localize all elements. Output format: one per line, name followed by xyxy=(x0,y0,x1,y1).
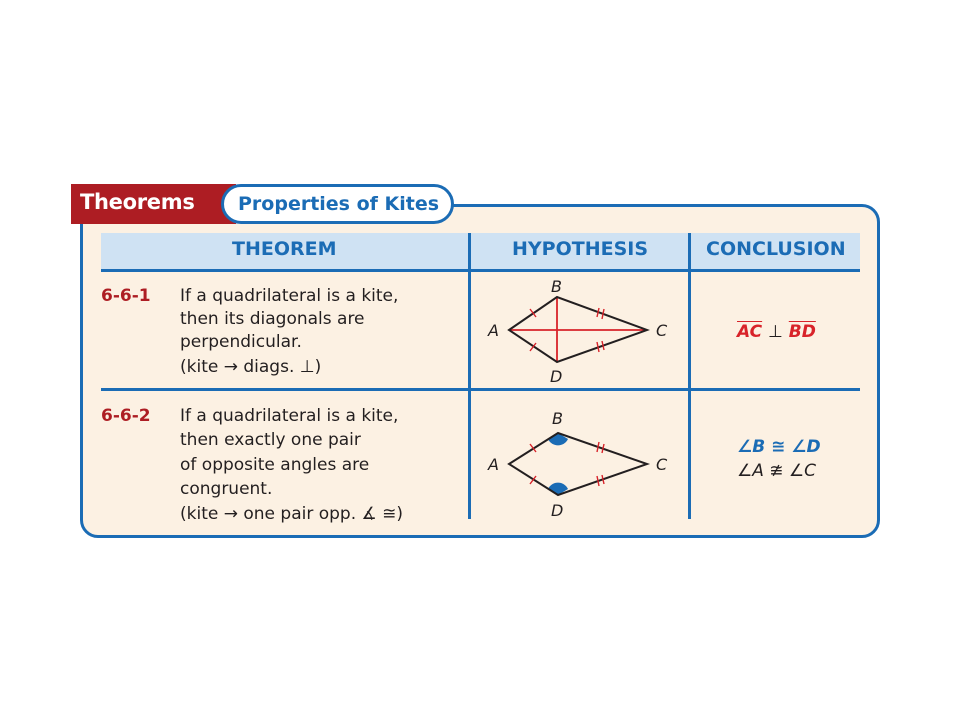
theorem-1-shorthand: (kite → diags. ⊥) xyxy=(180,357,322,377)
theorem-2-line-2: then exactly one pair xyxy=(180,430,361,450)
theorem-number-1: 6-6-1 xyxy=(101,286,151,306)
theorems-tag-label: Theorems xyxy=(80,190,195,214)
tick-marks-2 xyxy=(530,442,604,486)
theorem-number-2: 6-6-2 xyxy=(101,406,151,426)
theorems-tag xyxy=(71,184,236,224)
theorem-1-line-3: perpendicular. xyxy=(180,332,302,352)
segment-bd: $\overline{BD}$ xyxy=(788,322,816,342)
column-hypothesis: HYPOTHESIS xyxy=(512,238,649,260)
segment-ac: $\overline{AC}$ xyxy=(737,322,763,342)
theorem-2-line-3: of opposite angles are xyxy=(180,455,370,475)
label-b-2: B xyxy=(552,409,563,428)
label-d-2: D xyxy=(551,501,564,520)
column-conclusion: CONCLUSION xyxy=(706,238,846,260)
label-d: D xyxy=(550,367,563,386)
label-b: B xyxy=(551,277,562,296)
row-divider xyxy=(101,388,860,391)
page-title: Properties of Kites xyxy=(238,193,440,215)
perpendicular-symbol: ⊥ xyxy=(768,322,783,342)
theorem-2-line-4: congruent. xyxy=(180,479,273,499)
label-a-2: A xyxy=(488,455,499,474)
conclusion-1 xyxy=(737,322,816,342)
theorem-1-line-2: then its diagonals are xyxy=(180,309,365,329)
conclusion-2-line-2: ∠A ≇ ∠C xyxy=(737,461,817,481)
conclusion-2-line-1: ∠B ≅ ∠D xyxy=(737,437,821,457)
label-a: A xyxy=(488,321,499,340)
label-c: C xyxy=(656,321,668,340)
kite-diagram-2 xyxy=(478,404,678,522)
theorem-1-line-1: If a quadrilateral is a kite, xyxy=(180,286,399,306)
column-theorem: THEOREM xyxy=(232,238,337,260)
title-pill xyxy=(221,184,454,224)
column-divider-2 xyxy=(688,233,691,519)
column-divider-1 xyxy=(468,233,471,519)
theorem-2-shorthand: (kite → one pair opp. ∡ ≅) xyxy=(180,504,404,524)
theorem-2-line-1: If a quadrilateral is a kite, xyxy=(180,406,399,426)
kite-outline-2 xyxy=(509,433,647,495)
kite-diagram-1 xyxy=(478,272,678,387)
label-c-2: C xyxy=(656,455,668,474)
